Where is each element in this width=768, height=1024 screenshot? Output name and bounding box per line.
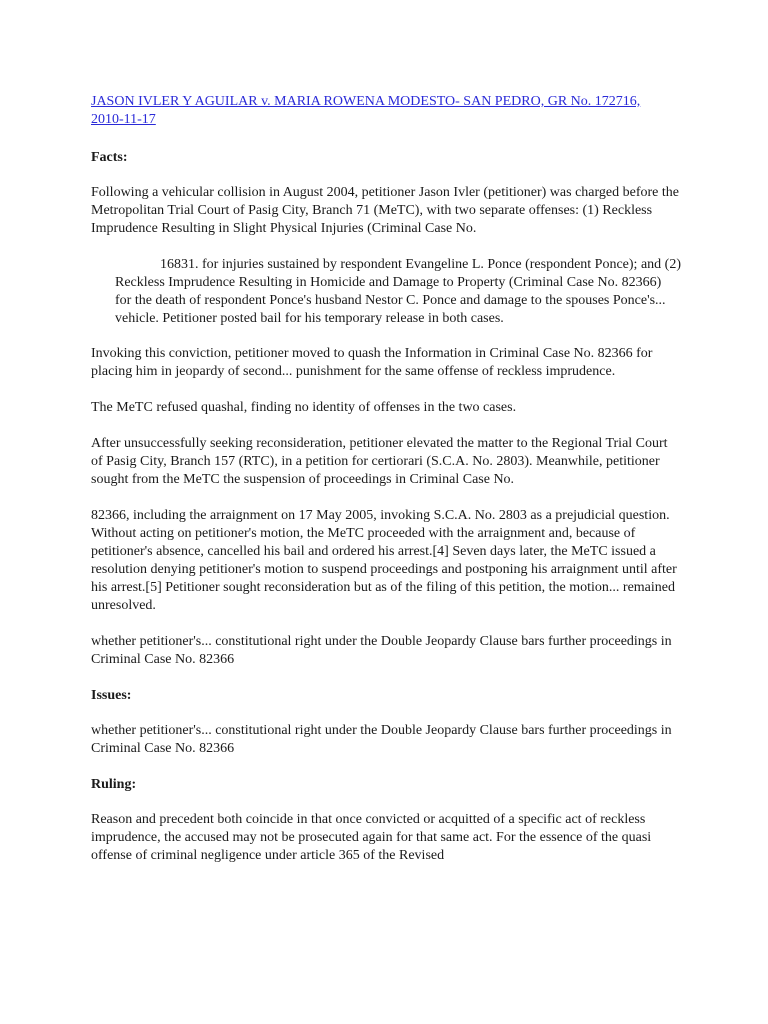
ruling-heading: Ruling: xyxy=(91,777,137,792)
facts-paragraph-6: whether petitioner's... constitutional right under the Double Jeopardy Clause bars further proceedings in Criminal Case No. 82366 xyxy=(91,634,672,667)
numbered-item-number: 16831. xyxy=(160,257,199,272)
ruling-paragraph: Reason and precedent both coincide in that once convicted or acquitted of a specific act of reckless imprudence, the accused may not be prosecuted again for that same act. For the essence of the quasi offense of criminal negligence under article 365 of the Revised xyxy=(91,812,652,863)
issues-paragraph: whether petitioner's... constitutional right under the Double Jeopardy Clause bars further proceedings in Criminal Case No. 82366 xyxy=(91,723,672,756)
numbered-item-body: for injuries sustained by respondent Evangeline L. Ponce (respondent Ponce); and (2) Reckless Imprudence Resulting in Homicide and Damage to Property (Criminal Case No. 82366) for the death of respondent Ponce's husband Nestor C. Ponce and damage to the spouses Ponce's... vehicle. Petitioner posted bail for his temporary release in both cases. xyxy=(115,257,681,326)
issues-heading: Issues: xyxy=(91,688,132,703)
document-page xyxy=(91,93,681,883)
facts-paragraph-1: Following a vehicular collision in August 2004, petitioner Jason Ivler (petitioner) was charged before the Metropolitan Trial Court of Pasig City, Branch 71 (MeTC), with two separate offenses: (1) Reckless Imprudence Resulting in Slight Physical Injuries (Criminal Case No. xyxy=(91,185,679,236)
facts-paragraph-5: 82366, including the arraignment on 17 May 2005, invoking S.C.A. No. 2803 as a prejudicial question. Without acting on petitioner's motion, the MeTC proceeded with the arraignment and, because of petitioner's absence, cancelled his bail and ordered his arrest.[4] Seven days later, the MeTC issued a resolution denying petitioner's motion to suspend proceedings and postponing his arraignment until after his arrest.[5] Petitioner sought reconsideration but as of the filing of this petition, the motion... remained unresolved. xyxy=(91,508,677,613)
facts-heading: Facts: xyxy=(91,150,128,165)
facts-paragraph-2: Invoking this conviction, petitioner moved to quash the Information in Criminal Case No. 82366 for placing him in jeopardy of second... punishment for the same offense of reckless imprudence. xyxy=(91,346,653,379)
facts-paragraph-3: The MeTC refused quashal, finding no identity of offenses in the two cases. xyxy=(91,400,517,415)
numbered-item xyxy=(115,256,681,328)
numbered-item-text xyxy=(70,256,681,328)
facts-paragraph-4: After unsuccessfully seeking reconsideration, petitioner elevated the matter to the Regional Trial Court of Pasig City, Branch 157 (RTC), in a petition for certiorari (S.C.A. No. 2803). Meanwhile, petitioner sought from the MeTC the suspension of proceedings in Criminal Case No. xyxy=(91,436,668,487)
case-title-link[interactable]: JASON IVLER Y AGUILAR v. MARIA ROWENA MODESTO- SAN PEDRO, GR No. 172716, 2010-11-17 xyxy=(91,94,641,127)
